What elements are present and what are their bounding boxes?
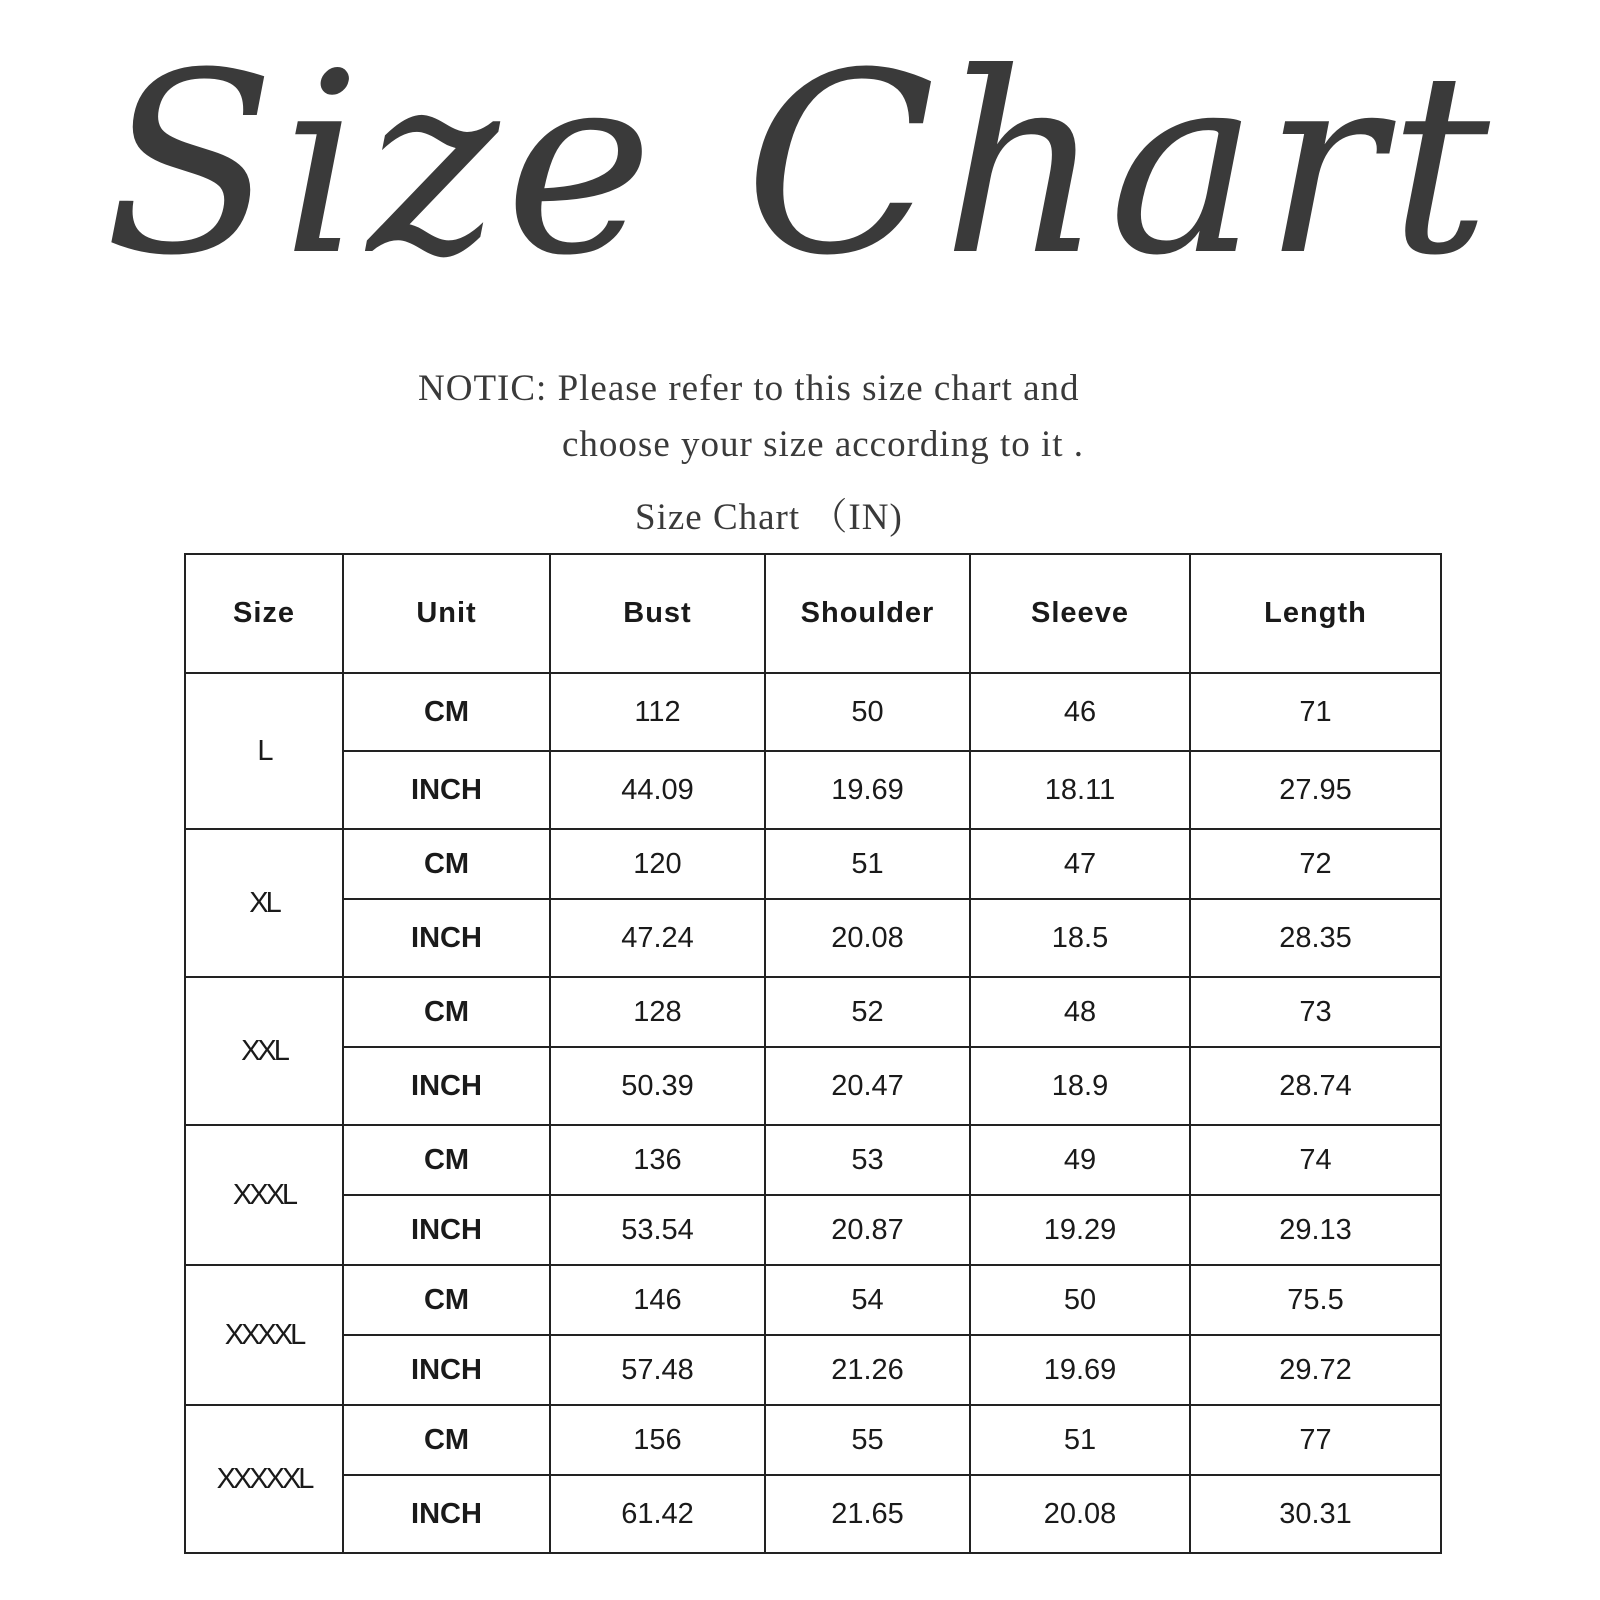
value-cell: 77 [1190,1405,1441,1475]
header-unit: Unit [343,554,550,673]
value-cell: 47 [970,829,1190,899]
notice-line-3: Size Chart （IN) [635,497,903,538]
table-row [185,899,1441,977]
table-row [185,1265,1441,1335]
table-row [185,1195,1441,1265]
value-cell: 136 [550,1125,765,1195]
notice-line-2: choose your size according to it . [562,424,1085,465]
value-cell: 120 [550,829,765,899]
table-row [185,1405,1441,1475]
value-cell: 29.13 [1190,1195,1441,1265]
unit-cell: CM [343,977,550,1047]
size-cell: XL [185,829,343,977]
value-cell: 44.09 [550,751,765,829]
value-cell: 19.29 [970,1195,1190,1265]
header-size: Size [185,554,343,673]
value-cell: 18.9 [970,1047,1190,1125]
value-cell: 53.54 [550,1195,765,1265]
unit-cell: INCH [343,1047,550,1125]
value-cell: 48 [970,977,1190,1047]
unit-cell: CM [343,1405,550,1475]
value-cell: 54 [765,1265,970,1335]
value-cell: 50 [765,673,970,751]
value-cell: 20.08 [765,899,970,977]
value-cell: 29.72 [1190,1335,1441,1405]
size-cell: XXXXL [185,1265,343,1405]
value-cell: 18.11 [970,751,1190,829]
value-cell: 20.08 [970,1475,1190,1553]
size-cell: XXL [185,977,343,1125]
value-cell: 72 [1190,829,1441,899]
size-cell: XXXL [185,1125,343,1265]
value-cell: 19.69 [765,751,970,829]
size-cell: XXXXXL [185,1405,343,1553]
table-row [185,829,1441,899]
value-cell: 53 [765,1125,970,1195]
table-header-row [185,554,1441,673]
unit-cell: CM [343,1265,550,1335]
value-cell: 128 [550,977,765,1047]
value-cell: 28.35 [1190,899,1441,977]
unit-cell: CM [343,1125,550,1195]
size-table [184,553,1442,1554]
value-cell: 112 [550,673,765,751]
unit-cell: INCH [343,1475,550,1553]
header-bust: Bust [550,554,765,673]
page-title: Size Chart [104,19,1496,310]
value-cell: 19.69 [970,1335,1190,1405]
header-sleeve: Sleeve [970,554,1190,673]
value-cell: 52 [765,977,970,1047]
value-cell: 46 [970,673,1190,751]
value-cell: 73 [1190,977,1441,1047]
value-cell: 20.47 [765,1047,970,1125]
value-cell: 20.87 [765,1195,970,1265]
value-cell: 50 [970,1265,1190,1335]
table-row [185,977,1441,1047]
value-cell: 156 [550,1405,765,1475]
value-cell: 21.26 [765,1335,970,1405]
unit-cell: INCH [343,751,550,829]
value-cell: 49 [970,1125,1190,1195]
value-cell: 27.95 [1190,751,1441,829]
value-cell: 75.5 [1190,1265,1441,1335]
value-cell: 71 [1190,673,1441,751]
value-cell: 51 [765,829,970,899]
unit-cell: INCH [343,899,550,977]
unit-cell: INCH [343,1195,550,1265]
header-length: Length [1190,554,1441,673]
value-cell: 57.48 [550,1335,765,1405]
value-cell: 55 [765,1405,970,1475]
value-cell: 61.42 [550,1475,765,1553]
table-row [185,1125,1441,1195]
value-cell: 74 [1190,1125,1441,1195]
value-cell: 47.24 [550,899,765,977]
size-cell: L [185,673,343,829]
table-row [185,1047,1441,1125]
table-body [185,673,1441,1553]
table-row [185,1335,1441,1405]
table-row [185,1475,1441,1553]
notice-line-1: NOTIC: Please refer to this size chart and [418,368,1080,409]
value-cell: 30.31 [1190,1475,1441,1553]
value-cell: 146 [550,1265,765,1335]
value-cell: 51 [970,1405,1190,1475]
header-shoulder: Shoulder [765,554,970,673]
unit-cell: CM [343,829,550,899]
table-row [185,673,1441,751]
table-row [185,751,1441,829]
value-cell: 50.39 [550,1047,765,1125]
value-cell: 21.65 [765,1475,970,1553]
value-cell: 28.74 [1190,1047,1441,1125]
unit-cell: INCH [343,1335,550,1405]
value-cell: 18.5 [970,899,1190,977]
unit-cell: CM [343,673,550,751]
